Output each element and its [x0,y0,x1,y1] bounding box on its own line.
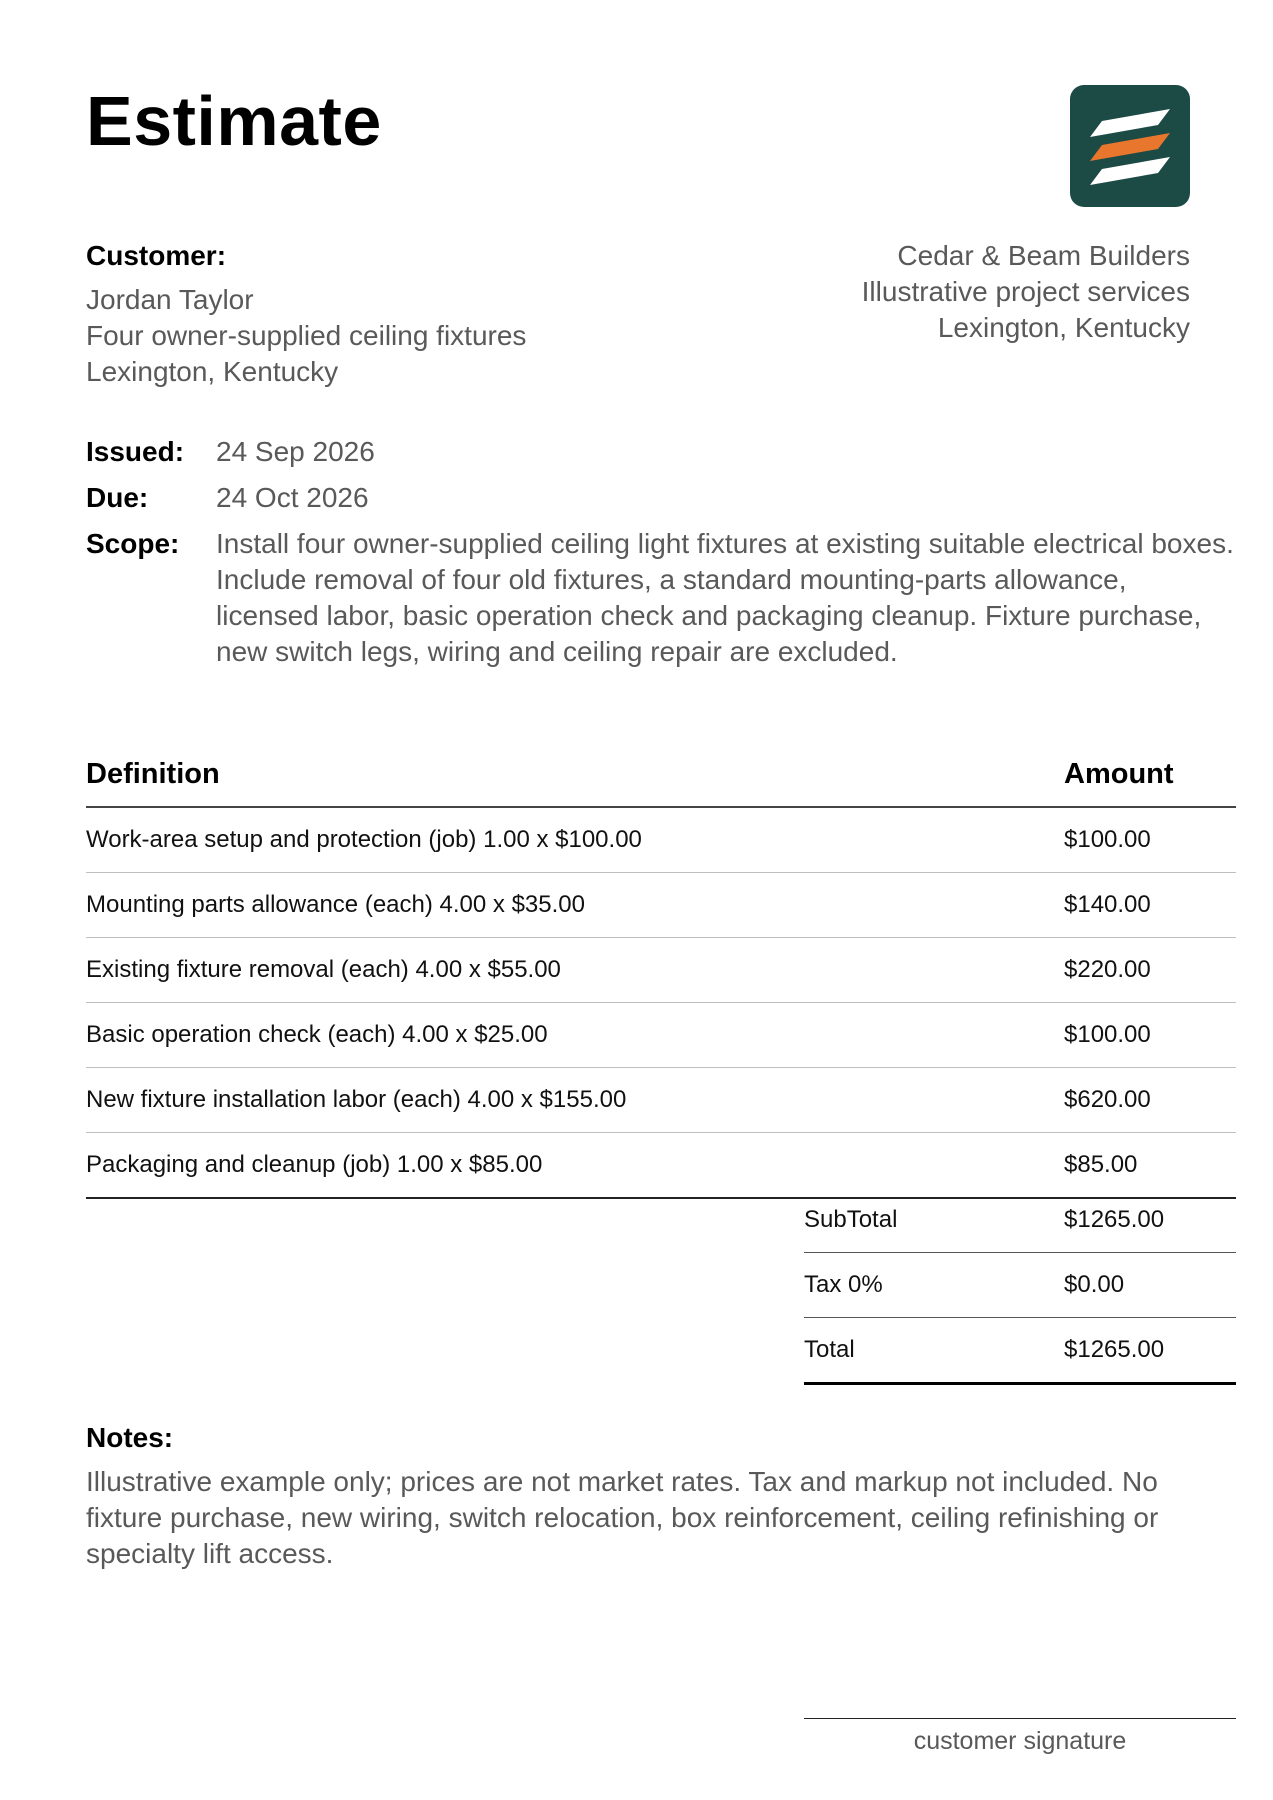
total-value: $1265.00 [1064,1336,1165,1363]
customer-label: Customer: [86,240,227,271]
document-title: Estimate [86,82,382,160]
item-amount: $100.00 [1064,1021,1151,1048]
customer-name: Jordan Taylor [86,284,254,315]
item-amount: $620.00 [1064,1086,1151,1113]
tax-value: $0.00 [1064,1271,1125,1298]
signature-line [804,1718,1236,1756]
subtotal-value: $1265.00 [1064,1206,1165,1233]
issued-label: Issued: [86,436,185,467]
due-label: Due: [86,482,149,513]
item-definition: New fixture installation labor (each) 4.00 x $155.00 [86,1086,627,1113]
customer-location: Lexington, Kentucky [86,356,339,387]
table-row [86,1068,1236,1133]
item-definition: Basic operation check (each) 4.00 x $25.00 [86,1021,548,1048]
total-label: Total [804,1336,855,1363]
logo-stripe-bottom [1090,157,1170,185]
estimate-page [86,0,1236,1800]
signature-label: customer signature [913,1727,1127,1755]
scope-label: Scope: [86,528,180,559]
logo-stripe-middle [1090,133,1170,161]
table-row [86,938,1236,1003]
table-row [86,808,1236,873]
tax-label: Tax 0% [804,1271,883,1298]
item-amount: $100.00 [1064,826,1151,853]
notes-text: Illustrative example only; prices are not market rates. Tax and markup not included. No fixture purchase, new wiring, switch relocation, box reinforcement, ceiling refinishing or specialty lift access. [86,1466,1159,1569]
due-value: 24 Oct 2026 [216,482,369,513]
table-row [86,1003,1236,1068]
scope-row [86,526,1236,670]
notes-block [86,1420,1236,1572]
subtotal-label: SubTotal [804,1206,898,1233]
item-definition: Packaging and cleanup (job) 1.00 x $85.00 [86,1151,543,1178]
header-definition: Definition [86,758,220,790]
item-amount: $140.00 [1064,891,1151,918]
total-row [804,1318,1236,1385]
scope-value: Install four owner-supplied ceiling light fixtures at existing suitable electrical boxes. Include removal of four old fixtures, a standard mounting-parts allowance, licensed labor, basic operation check and packaging cleanup. Fixture purchase, new switch legs, wiring and ceiling repair are excluded. [216,528,1234,667]
issued-value: 24 Sep 2026 [216,436,375,467]
table-row [86,873,1236,938]
line-items-table [86,758,1236,1199]
header-amount: Amount [1064,758,1174,790]
company-logo [1070,85,1190,207]
notes-label: Notes: [86,1422,174,1453]
subtotal-row [804,1188,1236,1253]
company-location: Lexington, Kentucky [937,312,1190,343]
estimate-meta [86,434,1236,680]
due-row [86,480,1236,516]
totals-block [804,1188,1236,1385]
issued-row [86,434,1236,470]
line-items-header [86,758,1236,808]
item-amount: $220.00 [1064,956,1151,983]
company-name: Cedar & Beam Builders [897,240,1190,271]
layers-logo-icon [1070,85,1190,207]
item-definition: Work-area setup and protection (job) 1.00 x $100.00 [86,826,642,853]
item-amount: $85.00 [1064,1151,1138,1178]
item-definition: Existing fixture removal (each) 4.00 x $55.00 [86,956,561,983]
company-tagline: Illustrative project services [861,276,1190,307]
logo-stripe-top [1090,109,1170,137]
customer-project: Four owner-supplied ceiling fixtures [86,320,527,351]
company-block [862,238,1190,346]
item-definition: Mounting parts allowance (each) 4.00 x $35.00 [86,891,585,918]
tax-row [804,1253,1236,1318]
customer-block [86,238,726,390]
